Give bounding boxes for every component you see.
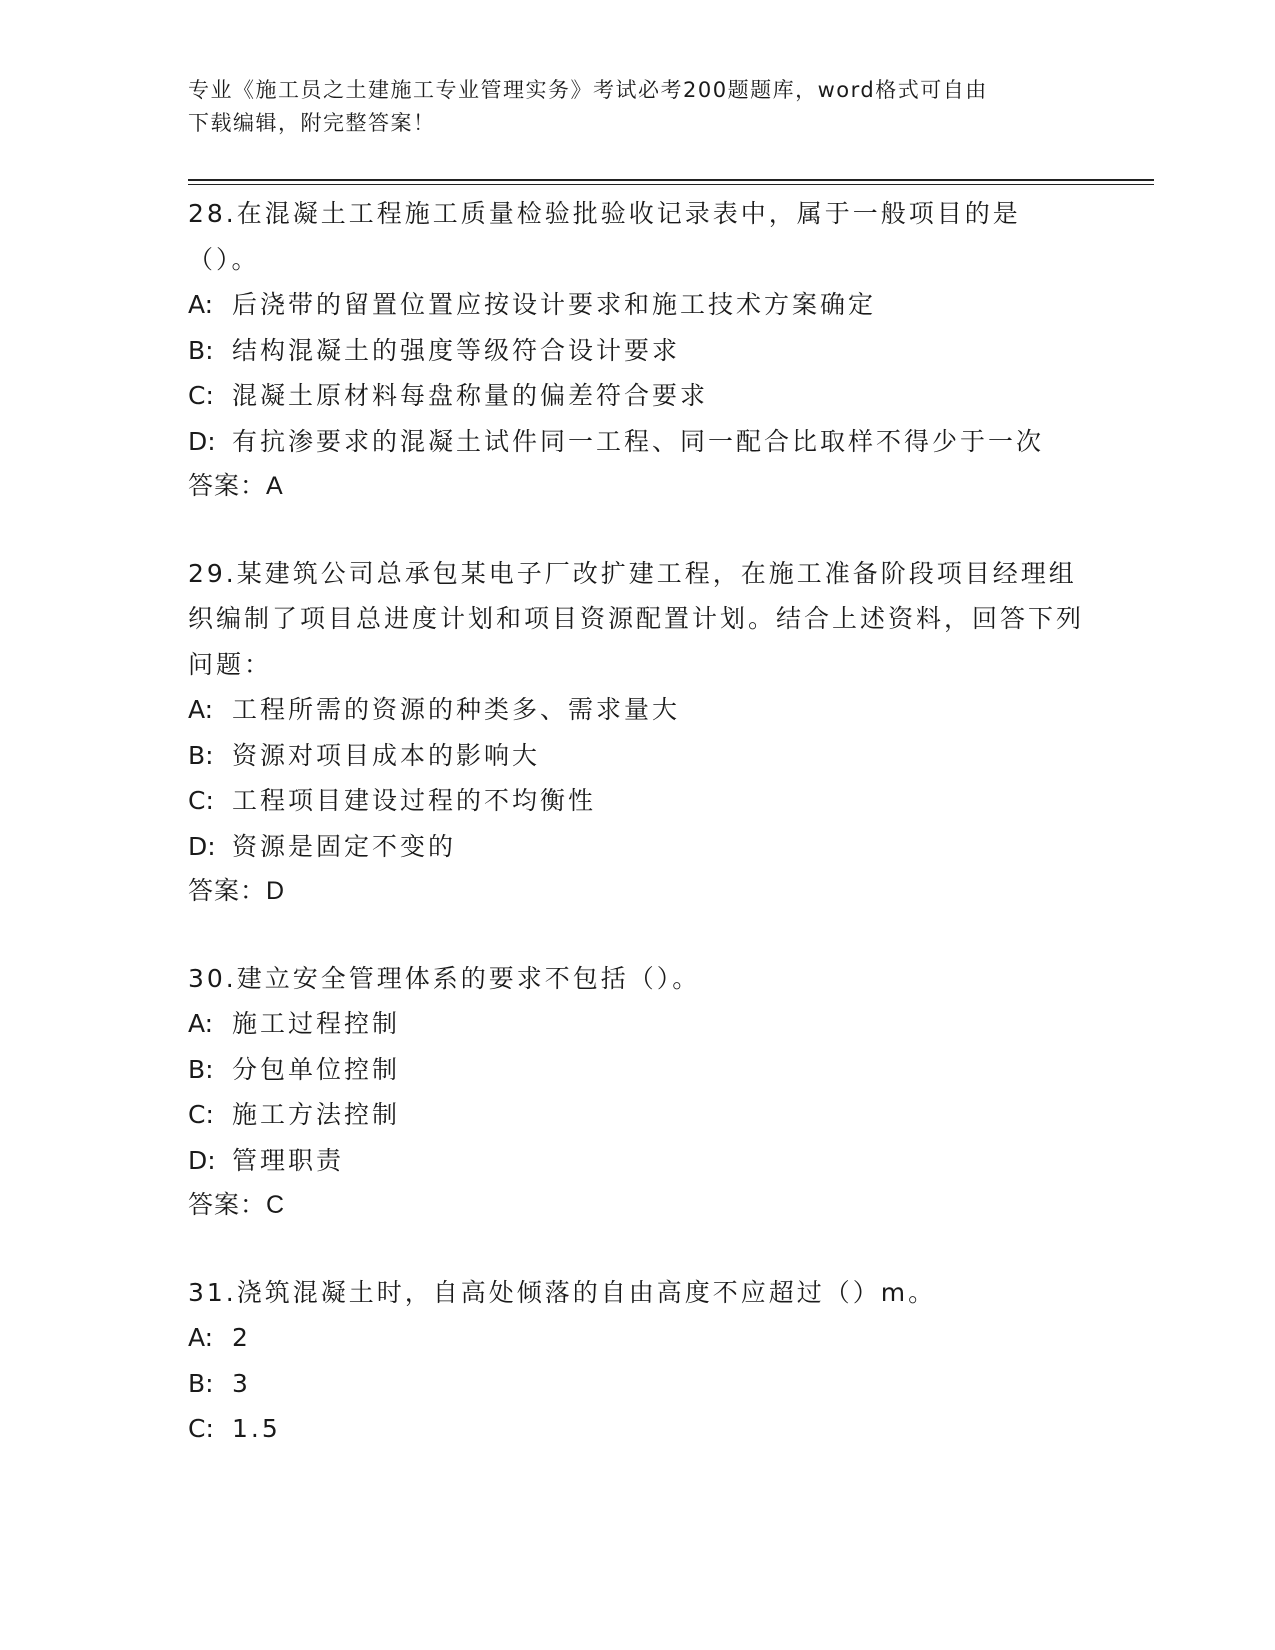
header-line-2: 下载编辑，附完整答案！ [188, 111, 436, 135]
option-b [188, 733, 1088, 779]
option-text: 有抗渗要求的混凝土试件同一工程、同一配合比取样不得少于一次 [232, 426, 1045, 456]
option-letter: B: [188, 740, 214, 770]
question-text: 30.建立安全管理体系的要求不包括（）。 [188, 963, 701, 993]
option-text: 资源是固定不变的 [232, 831, 457, 861]
option-letter: C: [188, 1100, 214, 1129]
option-c [188, 373, 1088, 419]
option-letter: D: [188, 426, 216, 456]
option-letter: A: [188, 290, 214, 319]
option-c [188, 1092, 1088, 1138]
option-letter: B: [188, 1054, 214, 1084]
option-letter: A: [188, 695, 214, 724]
option-c [188, 778, 1088, 824]
option-text: 后浇带的留置位置应按设计要求和施工技术方案确定 [232, 290, 877, 319]
document-header [188, 74, 1068, 140]
option-b [188, 1361, 1088, 1407]
option-a [188, 1001, 1088, 1047]
option-text: 工程所需的资源的种类多、需求量大 [232, 695, 681, 724]
option-a [188, 282, 1088, 328]
option-letter: C: [188, 786, 214, 815]
question-text: 31.浇筑混凝土时，自高处倾落的自由高度不应超过（）m。 [188, 1277, 937, 1307]
answer-text: 答案：D [188, 877, 286, 905]
option-text: 施工过程控制 [232, 1009, 401, 1038]
option-text: 分包单位控制 [232, 1054, 401, 1084]
option-text: 1.5 [232, 1414, 281, 1443]
question-item [188, 1270, 1088, 1452]
option-text: 3 [232, 1368, 251, 1398]
option-text: 结构混凝土的强度等级符合设计要求 [232, 335, 681, 365]
header-divider-thick [188, 179, 1154, 181]
option-letter: A: [188, 1323, 214, 1352]
option-b [188, 328, 1088, 374]
option-text: 管理职责 [232, 1145, 345, 1175]
header-line-1: 专业《施工员之土建施工专业管理实务》考试必考200题题库，word格式可自由 [188, 78, 988, 102]
option-letter: B: [188, 1368, 214, 1398]
option-d [188, 419, 1088, 465]
option-a [188, 687, 1088, 733]
option-text: 混凝土原材料每盘称量的偏差符合要求 [232, 381, 709, 410]
question-item [188, 191, 1088, 510]
question-item [188, 551, 1088, 915]
option-letter: A: [188, 1009, 214, 1038]
option-text: 2 [232, 1323, 251, 1352]
question-text: 28.在混凝土工程施工质量检验批验收记录表中，属于一般项目的是（）。 [188, 199, 1021, 274]
question-text: 29.某建筑公司总承包某电子厂改扩建工程，在施工准备阶段项目经理组织编制了项目总进度计划和项目资源配置计划。结合上述资料，回答下列问题： [188, 558, 1085, 679]
option-letter: D: [188, 831, 216, 861]
option-a [188, 1315, 1088, 1361]
option-d [188, 824, 1088, 870]
option-letter: C: [188, 381, 214, 410]
option-b [188, 1047, 1088, 1093]
question-list [188, 191, 1088, 1493]
answer-text: 答案：A [188, 472, 284, 500]
option-d [188, 1138, 1088, 1184]
option-c [188, 1406, 1088, 1452]
option-letter: D: [188, 1145, 216, 1175]
header-divider-thin [188, 184, 1154, 185]
option-text: 施工方法控制 [232, 1100, 401, 1129]
option-letter: B: [188, 335, 214, 365]
option-letter: C: [188, 1414, 214, 1443]
question-item [188, 956, 1088, 1229]
option-text: 工程项目建设过程的不均衡性 [232, 786, 597, 815]
answer-text: 答案：C [188, 1191, 286, 1219]
option-text: 资源对项目成本的影响大 [232, 740, 541, 770]
